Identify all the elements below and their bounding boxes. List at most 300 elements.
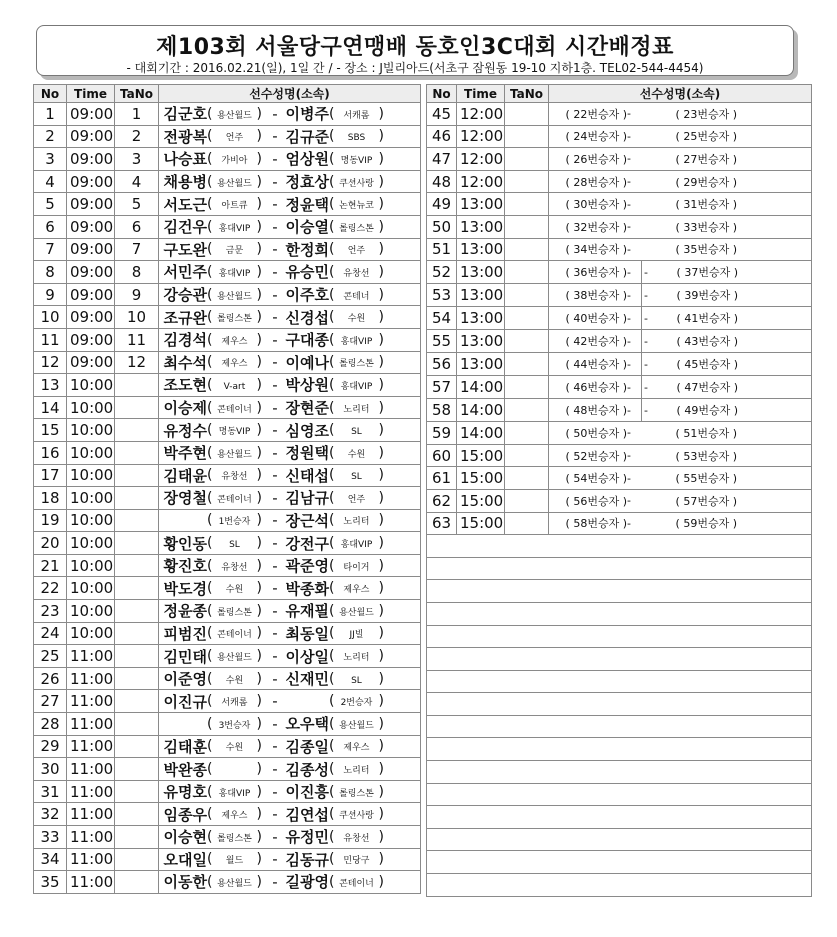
open-paren: ( xyxy=(207,309,213,326)
match-cell xyxy=(549,422,812,445)
player-2-club xyxy=(329,106,391,122)
empty-cell xyxy=(427,557,812,580)
player-1-name: 장영철 xyxy=(163,489,207,508)
open-paren: ( xyxy=(207,693,213,710)
match-cell xyxy=(159,419,421,442)
match-cell xyxy=(159,600,421,623)
player-2-club xyxy=(329,196,391,212)
match-cell xyxy=(159,487,421,510)
close-paren: ) xyxy=(378,263,384,280)
table-row xyxy=(34,374,421,397)
close-paren: ) xyxy=(256,738,262,755)
winner-slot-text: 32번승자 xyxy=(573,220,620,234)
winner-slot-a: ( 38번승자 ) xyxy=(565,289,627,303)
table-row xyxy=(34,396,421,419)
winner-slot-text: 38번승자 xyxy=(573,289,620,303)
match-number: 56 xyxy=(427,353,457,376)
close-paren: ) xyxy=(378,625,384,642)
match-time: 12:00 xyxy=(457,148,505,171)
match-cell xyxy=(549,284,812,307)
table-row xyxy=(427,261,812,284)
empty-row xyxy=(427,580,812,603)
match-time: 13:00 xyxy=(457,261,505,284)
table-row xyxy=(34,690,421,713)
versus-dash: - xyxy=(272,692,278,711)
player-2-name: 이주호 xyxy=(285,286,329,305)
player-1-club xyxy=(207,219,269,235)
match-line xyxy=(159,442,420,464)
open-paren: ( xyxy=(207,354,213,371)
player-1-club xyxy=(207,829,269,845)
match-number: 20 xyxy=(34,532,67,555)
match-cell xyxy=(549,238,812,261)
club-text: 홍대VIP xyxy=(340,381,373,392)
match-time: 11:00 xyxy=(67,713,115,736)
match-number: 33 xyxy=(34,826,67,849)
player-1-name: 구도완 xyxy=(163,240,207,259)
open-paren: ( xyxy=(329,467,335,484)
club-text: 언주 xyxy=(347,246,366,257)
player-1-club xyxy=(207,603,269,619)
open-paren: ( xyxy=(207,376,213,393)
match-time: 12:00 xyxy=(457,103,505,126)
versus-dash: - xyxy=(627,152,631,166)
player-1-club xyxy=(207,558,269,574)
club-text: 2번승자 xyxy=(340,698,373,709)
match-cell xyxy=(549,467,812,490)
player-1-name: 임종우 xyxy=(163,805,207,824)
club-text: 쿠션사랑 xyxy=(339,811,374,822)
table-number: 6 xyxy=(115,215,159,238)
versus-dash: - xyxy=(627,334,631,348)
match-time: 10:00 xyxy=(67,509,115,532)
winner-slot-a: ( 54번승자 ) xyxy=(565,472,627,486)
player-2-club xyxy=(329,151,391,167)
match-line xyxy=(159,849,420,871)
winner-slot-text: 46번승자 xyxy=(573,381,620,395)
player-2-club xyxy=(329,806,391,822)
empty-row xyxy=(427,874,812,897)
match-time: 10:00 xyxy=(67,577,115,600)
versus-dash: - xyxy=(627,242,631,256)
close-paren: ) xyxy=(256,873,262,890)
open-paren: ( xyxy=(329,399,335,416)
player-1-club xyxy=(207,151,269,167)
versus-dash: - xyxy=(627,175,631,189)
empty-cell xyxy=(427,648,812,671)
table-number xyxy=(115,690,159,713)
match-number: 61 xyxy=(427,467,457,490)
left-table-body xyxy=(34,103,421,894)
table-row xyxy=(34,532,421,555)
match-cell xyxy=(159,645,421,668)
club-text: 용산월드 xyxy=(217,878,252,889)
close-paren: ) xyxy=(378,828,384,845)
player-1-name: 채용병 xyxy=(163,173,207,192)
match-number: 35 xyxy=(34,871,67,894)
match-number: 17 xyxy=(34,464,67,487)
player-2-club xyxy=(329,851,391,867)
match-line xyxy=(159,736,420,758)
winner-slot-b: ( 27번승자 ) xyxy=(675,152,737,166)
player-1-name: 김민태 xyxy=(163,647,207,666)
open-paren: ( xyxy=(207,783,213,800)
match-line xyxy=(159,306,420,328)
match-cell xyxy=(549,399,812,422)
match-cell xyxy=(159,690,421,713)
player-1-name: 피범진 xyxy=(163,624,207,643)
table-number xyxy=(115,487,159,510)
table-row xyxy=(34,826,421,849)
match-time: 10:00 xyxy=(67,464,115,487)
player-1-club xyxy=(207,287,269,303)
table-number: 9 xyxy=(115,283,159,306)
winner-slot-b: ( 37번승자 ) xyxy=(676,266,738,280)
club-text: 콘테이너 xyxy=(339,878,374,889)
winner-slot-text: 28번승자 xyxy=(573,175,620,189)
winner-slot-text: 59번승자 xyxy=(683,517,730,531)
open-paren: ( xyxy=(329,851,335,868)
match-time: 09:00 xyxy=(67,238,115,261)
match-line xyxy=(159,690,420,712)
player-1-club xyxy=(207,693,269,709)
winner-slot-b: ( 23번승자 ) xyxy=(675,107,737,121)
match-number: 12 xyxy=(34,351,67,374)
player-1-club xyxy=(207,241,269,257)
table-row xyxy=(34,238,421,261)
winner-slot-text: 40번승자 xyxy=(573,312,620,326)
versus-dash: - xyxy=(644,265,648,279)
club-text: SBS xyxy=(347,133,366,144)
table-number xyxy=(505,103,549,126)
player-2-name: 장근석 xyxy=(285,511,329,530)
player-2-name: 김종성 xyxy=(285,760,329,779)
match-time: 10:00 xyxy=(67,441,115,464)
match-line xyxy=(159,713,420,735)
match-number: 62 xyxy=(427,489,457,512)
winner-slot-text: 41번승자 xyxy=(684,312,731,326)
match-number: 7 xyxy=(34,238,67,261)
player-2-name: 심영조 xyxy=(285,421,329,440)
page-subtitle: - 대회기간 : 2016.02.21(일), 1일 간 / - 장소 : J빌리아드(서초구 잠원동 19-10 지하1층. TEL02-544-4454) xyxy=(126,61,704,75)
match-cell xyxy=(549,353,812,376)
player-1-name: 김경석 xyxy=(163,331,207,350)
match-cell xyxy=(159,374,421,397)
match-number: 27 xyxy=(34,690,67,713)
table-number xyxy=(115,554,159,577)
winner-slot-b: ( 51번승자 ) xyxy=(675,426,737,440)
winner-slot-text: 44번승자 xyxy=(573,358,620,372)
club-text: 용산월드 xyxy=(217,291,252,302)
match-cell xyxy=(159,441,421,464)
close-paren: ) xyxy=(256,602,262,619)
open-paren: ( xyxy=(207,489,213,506)
open-paren: ( xyxy=(329,761,335,778)
player-2-club xyxy=(329,738,391,754)
empty-row xyxy=(427,761,812,784)
table-number xyxy=(505,444,549,467)
match-number: 63 xyxy=(427,512,457,535)
player-1-club xyxy=(207,196,269,212)
player-2-name: 정효상 xyxy=(285,173,329,192)
close-paren: ) xyxy=(378,399,384,416)
table-row xyxy=(427,215,812,238)
table-row xyxy=(427,444,812,467)
match-number: 19 xyxy=(34,509,67,532)
empty-row xyxy=(427,851,812,874)
club-text: 롤링스톤 xyxy=(339,788,374,799)
table-number xyxy=(115,803,159,826)
close-paren: ) xyxy=(256,783,262,800)
match-number: 32 xyxy=(34,803,67,826)
club-text: 금문 xyxy=(225,246,244,257)
player-1-club xyxy=(207,490,269,506)
club-text: 노리터 xyxy=(343,404,370,415)
table-row xyxy=(427,193,812,216)
versus-dash: - xyxy=(272,104,278,123)
match-line xyxy=(549,467,811,489)
close-paren: ) xyxy=(256,557,262,574)
empty-cell xyxy=(427,806,812,829)
close-paren: ) xyxy=(378,512,384,529)
player-1-name: 김태윤 xyxy=(163,466,207,485)
player-2-name: 신태섭 xyxy=(285,466,329,485)
player-2-name: 강전구 xyxy=(285,534,329,553)
table-row xyxy=(427,399,812,422)
player-2-name: 이병주 xyxy=(285,105,329,124)
close-paren: ) xyxy=(256,489,262,506)
open-paren: ( xyxy=(207,557,213,574)
match-time: 11:00 xyxy=(67,690,115,713)
player-2-club xyxy=(329,693,391,709)
table-row xyxy=(427,467,812,490)
table-number: 5 xyxy=(115,193,159,216)
open-paren: ( xyxy=(329,806,335,823)
club-text: 언주 xyxy=(347,494,366,505)
match-cell xyxy=(549,193,812,216)
table-number xyxy=(115,848,159,871)
match-cell xyxy=(549,170,812,193)
match-cell xyxy=(549,261,812,284)
club-text: 롤링스톤 xyxy=(217,833,252,844)
match-number: 59 xyxy=(427,422,457,445)
player-1-name: 김건우 xyxy=(163,218,207,237)
empty-row xyxy=(427,783,812,806)
open-paren: ( xyxy=(207,150,213,167)
empty-row xyxy=(427,557,812,580)
player-2-club xyxy=(329,354,391,370)
winner-slot-b: ( 35번승자 ) xyxy=(675,243,737,257)
versus-dash: - xyxy=(272,353,278,372)
table-row xyxy=(427,376,812,399)
match-time: 14:00 xyxy=(457,376,505,399)
winner-slot-a: ( 58번승자 ) xyxy=(565,517,627,531)
versus-dash: - xyxy=(272,262,278,281)
winner-slot-text: 35번승자 xyxy=(683,243,730,257)
empty-cell xyxy=(427,580,812,603)
table-row xyxy=(34,261,421,284)
close-paren: ) xyxy=(378,670,384,687)
match-line xyxy=(549,239,811,261)
versus-dash: - xyxy=(272,624,278,643)
table-number xyxy=(505,353,549,376)
match-number: 48 xyxy=(427,170,457,193)
close-paren: ) xyxy=(256,806,262,823)
versus-dash: - xyxy=(627,426,631,440)
table-number xyxy=(505,307,549,330)
club-text: SL xyxy=(229,540,240,551)
table-row xyxy=(34,735,421,758)
versus-dash: - xyxy=(272,127,278,146)
table-number xyxy=(115,441,159,464)
club-text: 수원 xyxy=(347,314,366,325)
player-2-name: 이상일 xyxy=(285,647,329,666)
match-number: 8 xyxy=(34,261,67,284)
match-number: 30 xyxy=(34,758,67,781)
match-time: 11:00 xyxy=(67,848,115,871)
open-paren: ( xyxy=(207,263,213,280)
table-number: 2 xyxy=(115,125,159,148)
match-time: 11:00 xyxy=(67,803,115,826)
match-line xyxy=(159,261,420,283)
club-text: 유창선 xyxy=(343,268,370,279)
winner-slot-a: ( 52번승자 ) xyxy=(565,449,627,463)
player-2-club xyxy=(329,580,391,596)
winner-slot-text: 42번승자 xyxy=(573,335,620,349)
winner-slot-a: ( 48번승자 ) xyxy=(565,404,627,418)
open-paren: ( xyxy=(207,512,213,529)
club-text: SL xyxy=(351,427,362,438)
empty-row xyxy=(427,806,812,829)
open-paren: ( xyxy=(207,331,213,348)
table-row xyxy=(34,645,421,668)
player-1-club xyxy=(207,851,269,867)
close-paren: ) xyxy=(256,286,262,303)
player-1-name: 이준영 xyxy=(163,670,207,689)
player-1-club xyxy=(207,671,269,687)
match-line xyxy=(549,513,811,535)
match-cell xyxy=(549,330,812,353)
match-cell xyxy=(159,148,421,171)
versus-dash: - xyxy=(272,149,278,168)
club-text: 노리터 xyxy=(343,653,370,664)
header-row xyxy=(34,85,421,103)
winner-slot-text: 30번승자 xyxy=(573,198,620,212)
club-text: 제우스 xyxy=(343,743,370,754)
winner-slot-a: ( 34번승자 ) xyxy=(565,243,627,257)
table-number: 4 xyxy=(115,170,159,193)
close-paren: ) xyxy=(256,150,262,167)
player-2-name: 정원택 xyxy=(285,444,329,463)
winner-slot-a: ( 36번승자 ) xyxy=(565,266,627,280)
player-1-club xyxy=(207,648,269,664)
winner-slot-text: 45번승자 xyxy=(684,358,731,372)
club-text: 수원 xyxy=(225,743,244,754)
open-paren: ( xyxy=(207,851,213,868)
table-number xyxy=(115,464,159,487)
winner-slot-b: ( 39번승자 ) xyxy=(676,289,738,303)
open-paren: ( xyxy=(329,444,335,461)
empty-row xyxy=(427,693,812,716)
match-cell xyxy=(159,826,421,849)
match-line xyxy=(159,510,420,532)
player-1-name: 김태훈 xyxy=(163,737,207,756)
player-1-club xyxy=(207,445,269,461)
open-paren: ( xyxy=(329,489,335,506)
winner-slot-b: ( 55번승자 ) xyxy=(675,472,737,486)
player-2-name: 이진흥 xyxy=(285,783,329,802)
table-number xyxy=(505,215,549,238)
winner-slot-a: ( 42번승자 ) xyxy=(565,335,627,349)
match-time: 13:00 xyxy=(457,353,505,376)
match-line xyxy=(159,623,420,645)
close-paren: ) xyxy=(256,354,262,371)
winner-slot-text: 43번승자 xyxy=(684,335,731,349)
player-2-club xyxy=(329,445,391,461)
versus-dash: - xyxy=(272,308,278,327)
table-row xyxy=(34,215,421,238)
club-text: 용산월드 xyxy=(339,607,374,618)
match-time: 10:00 xyxy=(67,600,115,623)
close-paren: ) xyxy=(378,467,384,484)
player-2-name: 장현준 xyxy=(285,399,329,418)
match-cell xyxy=(159,848,421,871)
player-1-name: 이승제 xyxy=(163,399,207,418)
winner-slot-text: 57번승자 xyxy=(683,494,730,508)
close-paren: ) xyxy=(378,309,384,326)
match-time: 09:00 xyxy=(67,351,115,374)
match-time: 09:00 xyxy=(67,261,115,284)
page-title: 제103회 서울당구연맹배 동호인3C대회 시간배정표 xyxy=(156,35,674,60)
match-number: 55 xyxy=(427,330,457,353)
open-paren: ( xyxy=(207,806,213,823)
club-text: 용산월드 xyxy=(217,449,252,460)
match-line xyxy=(549,284,811,306)
table-row xyxy=(34,441,421,464)
club-text: 홍대VIP xyxy=(218,223,251,234)
winner-slot-a: ( 28번승자 ) xyxy=(565,175,627,189)
versus-dash: - xyxy=(644,403,648,417)
table-number xyxy=(505,170,549,193)
open-paren: ( xyxy=(207,580,213,597)
open-paren: ( xyxy=(329,105,335,122)
match-cell xyxy=(159,103,421,126)
versus-dash: - xyxy=(272,443,278,462)
versus-dash: - xyxy=(627,197,631,211)
club-text: 롤링스톤 xyxy=(217,607,252,618)
match-line xyxy=(549,353,811,375)
match-time: 14:00 xyxy=(457,422,505,445)
winner-slot-text: 49번승자 xyxy=(684,404,731,418)
empty-row xyxy=(427,625,812,648)
versus-dash: - xyxy=(272,511,278,530)
close-paren: ) xyxy=(378,241,384,258)
winner-slot-text: 39번승자 xyxy=(684,289,731,303)
versus-dash: - xyxy=(272,850,278,869)
table-row xyxy=(34,148,421,171)
player-2-name: 길광영 xyxy=(285,873,329,892)
player-2-club xyxy=(329,490,391,506)
open-paren: ( xyxy=(329,648,335,665)
open-paren: ( xyxy=(207,128,213,145)
table-number xyxy=(115,758,159,781)
player-1-name: 황인동 xyxy=(163,534,207,553)
table-number xyxy=(505,284,549,307)
match-time: 09:00 xyxy=(67,193,115,216)
schedule-table-right xyxy=(426,84,812,897)
winner-slot-b: ( 25번승자 ) xyxy=(675,130,737,144)
match-cell xyxy=(159,509,421,532)
